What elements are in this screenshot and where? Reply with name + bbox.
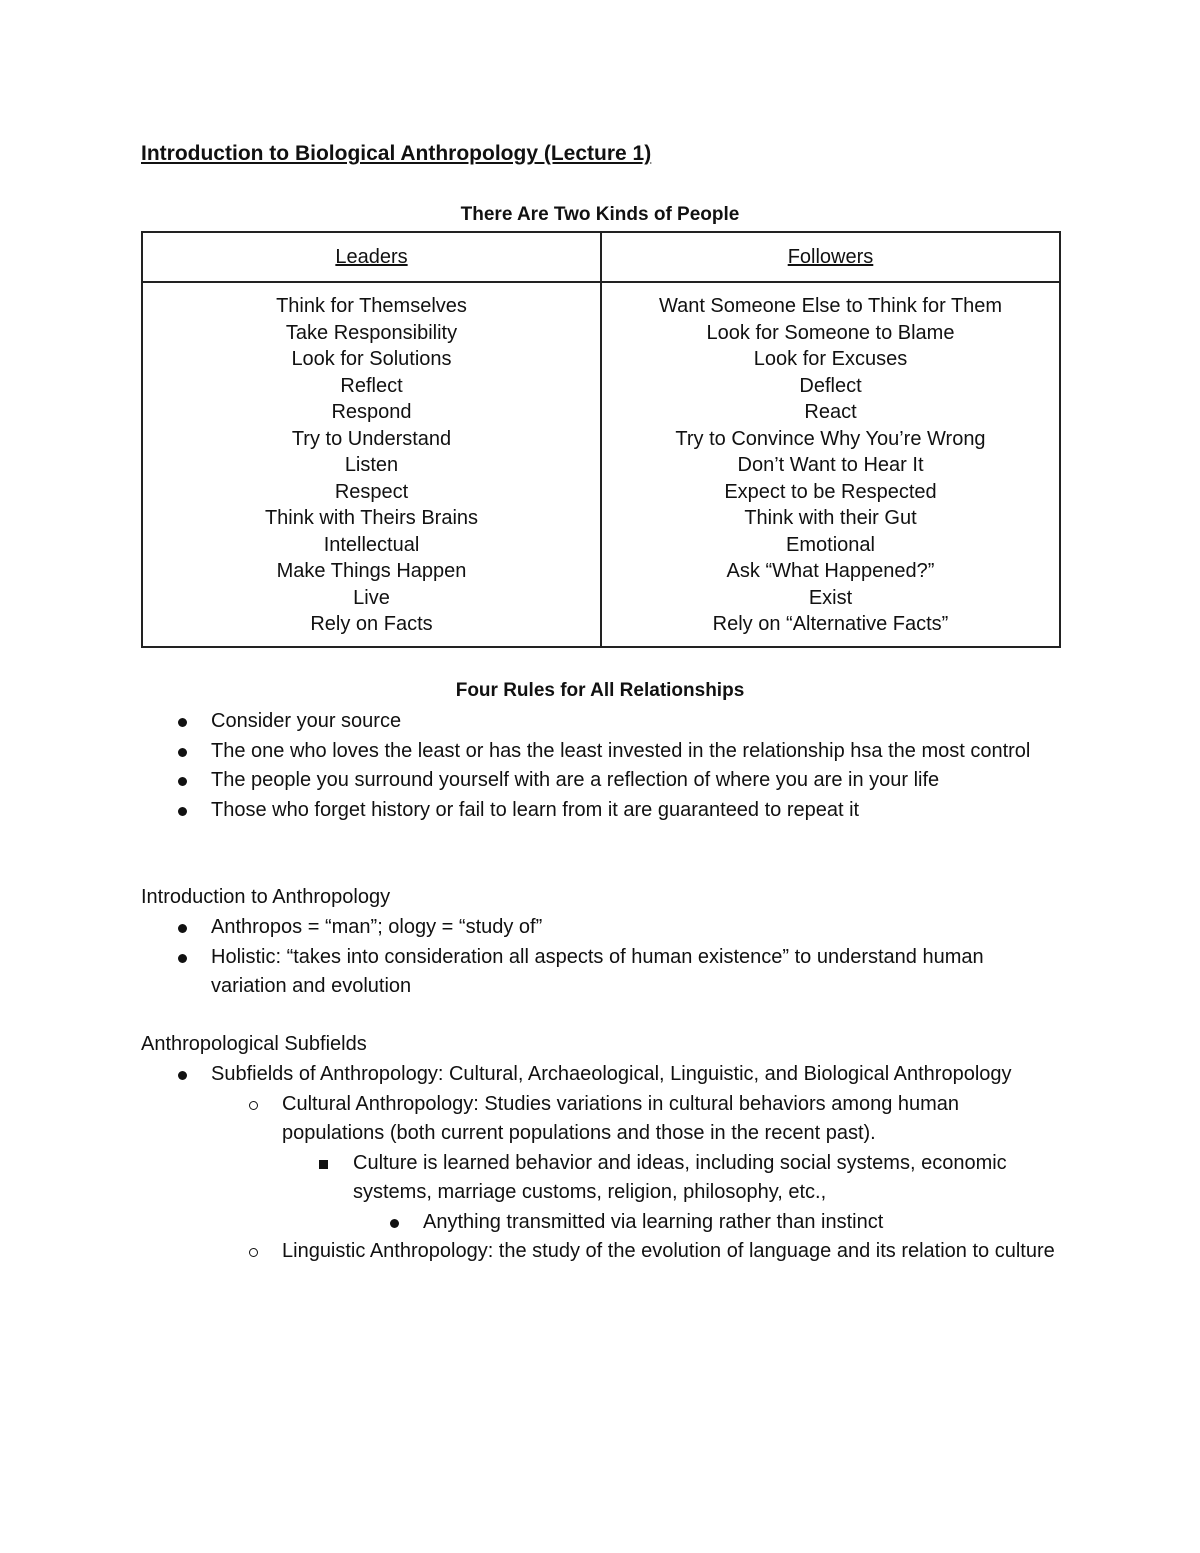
followers-trait: Think with their Gut bbox=[744, 507, 917, 529]
followers-trait: Ask “What Happened?” bbox=[726, 560, 935, 582]
list-item-text: The one who loves the least or has the least invested in the relationship hsa the most control bbox=[211, 739, 1031, 762]
leaders-followers-table bbox=[141, 231, 1061, 648]
list-item-text: Those who forget history or fail to learn from it are guaranteed to repeat it bbox=[211, 798, 860, 821]
followers-trait: Exist bbox=[808, 586, 853, 609]
followers-trait: Rely on “Alternative Facts” bbox=[712, 613, 949, 635]
page-title: Introduction to Biological Anthropology (Lecture 1) bbox=[141, 142, 652, 165]
list-item bbox=[141, 737, 1041, 767]
leaders-trait: Make Things Happen bbox=[276, 560, 467, 582]
leaders-trait: Rely on Facts bbox=[310, 613, 433, 635]
bullet-disc-icon bbox=[389, 1208, 401, 1238]
bullet-disc-icon bbox=[177, 737, 189, 767]
followers-trait: Want Someone Else to Think for Them bbox=[658, 295, 1003, 317]
table-heading: There Are Two Kinds of People bbox=[460, 204, 740, 225]
list-item-text: Holistic: “takes into consideration all aspects of human existence” to understand human variation and evolution bbox=[211, 945, 984, 997]
list-item bbox=[141, 796, 1041, 826]
list-item-text: Consider your source bbox=[211, 710, 402, 732]
bullet-square-icon bbox=[318, 1149, 330, 1179]
leaders-trait: Think for Themselves bbox=[276, 295, 467, 317]
followers-trait: Try to Convince Why You’re Wrong bbox=[675, 427, 986, 450]
followers-trait: Don’t Want to Hear It bbox=[737, 454, 924, 476]
followers-trait: Look for Someone to Blame bbox=[706, 321, 955, 344]
list-item bbox=[141, 707, 1041, 737]
list-item-text: Cultural Anthropology: Studies variations in cultural behaviors among human populations (both current populations and those in the recent past). bbox=[282, 1092, 960, 1144]
leaders-trait: Respect bbox=[334, 480, 409, 503]
bullet-disc-icon bbox=[177, 943, 189, 973]
list-item-text: Culture is learned behavior and ideas, including social systems, economic systems, marriage customs, religion, philosophy, etc., bbox=[353, 1151, 1007, 1203]
leaders-trait: Think with Theirs Brains bbox=[264, 507, 479, 529]
list-item-text: Anything transmitted via learning rather than instinct bbox=[423, 1210, 884, 1233]
rules-list bbox=[141, 707, 1041, 825]
followers-trait: Expect to be Respected bbox=[724, 480, 937, 503]
leaders-trait: Respond bbox=[331, 401, 412, 423]
bullet-circle-icon bbox=[248, 1237, 260, 1267]
list-item bbox=[141, 1090, 1061, 1149]
bullet-circle-icon bbox=[248, 1090, 260, 1120]
list-item bbox=[141, 1060, 1061, 1090]
leaders-trait: Intellectual bbox=[323, 533, 420, 556]
followers-trait: Deflect bbox=[799, 374, 862, 397]
column-header-leaders: Leaders bbox=[142, 232, 601, 282]
list-item bbox=[141, 1208, 1061, 1238]
list-item bbox=[141, 913, 1061, 943]
leaders-trait: Take Responsibility bbox=[285, 321, 458, 344]
table-header-row bbox=[142, 232, 1060, 282]
table-body-row bbox=[142, 282, 1060, 647]
followers-cell bbox=[601, 282, 1060, 647]
list-item bbox=[141, 766, 1041, 796]
leaders-trait: Try to Understand bbox=[291, 427, 452, 450]
leaders-trait: Reflect bbox=[340, 374, 403, 397]
bullet-disc-icon bbox=[177, 1060, 189, 1090]
intro-list bbox=[141, 913, 1061, 1002]
bullet-disc-icon bbox=[177, 707, 189, 737]
list-item bbox=[141, 943, 1061, 1002]
list-item-text: Subfields of Anthropology: Cultural, Archaeological, Linguistic, and Biological Anthropology bbox=[211, 1063, 1012, 1085]
subfields-heading: Anthropological Subfields bbox=[141, 1033, 367, 1055]
followers-trait: Emotional bbox=[786, 533, 875, 556]
list-item bbox=[141, 1237, 1061, 1267]
leaders-trait: Listen bbox=[344, 454, 399, 476]
intro-heading: Introduction to Anthropology bbox=[141, 886, 391, 908]
list-item-text: Anthropos = “man”; ology = “study of” bbox=[211, 916, 543, 938]
bullet-disc-icon bbox=[177, 913, 189, 943]
rules-heading: Four Rules for All Relationships bbox=[455, 680, 745, 701]
bullet-disc-icon bbox=[177, 766, 189, 796]
list-item-text: Linguistic Anthropology: the study of the evolution of language and its relation to culture bbox=[282, 1240, 1055, 1262]
followers-trait: Look for Excuses bbox=[753, 348, 908, 370]
bullet-disc-icon bbox=[177, 796, 189, 826]
leaders-trait: Look for Solutions bbox=[291, 348, 452, 370]
list-item-text: The people you surround yourself with are a reflection of where you are in your life bbox=[211, 769, 940, 791]
leaders-trait: Live bbox=[353, 586, 390, 609]
followers-trait: React bbox=[804, 401, 857, 423]
column-header-followers: Followers bbox=[601, 232, 1060, 282]
list-item bbox=[141, 1149, 1061, 1208]
subfields-list bbox=[141, 1060, 1061, 1267]
leaders-cell bbox=[142, 282, 601, 647]
